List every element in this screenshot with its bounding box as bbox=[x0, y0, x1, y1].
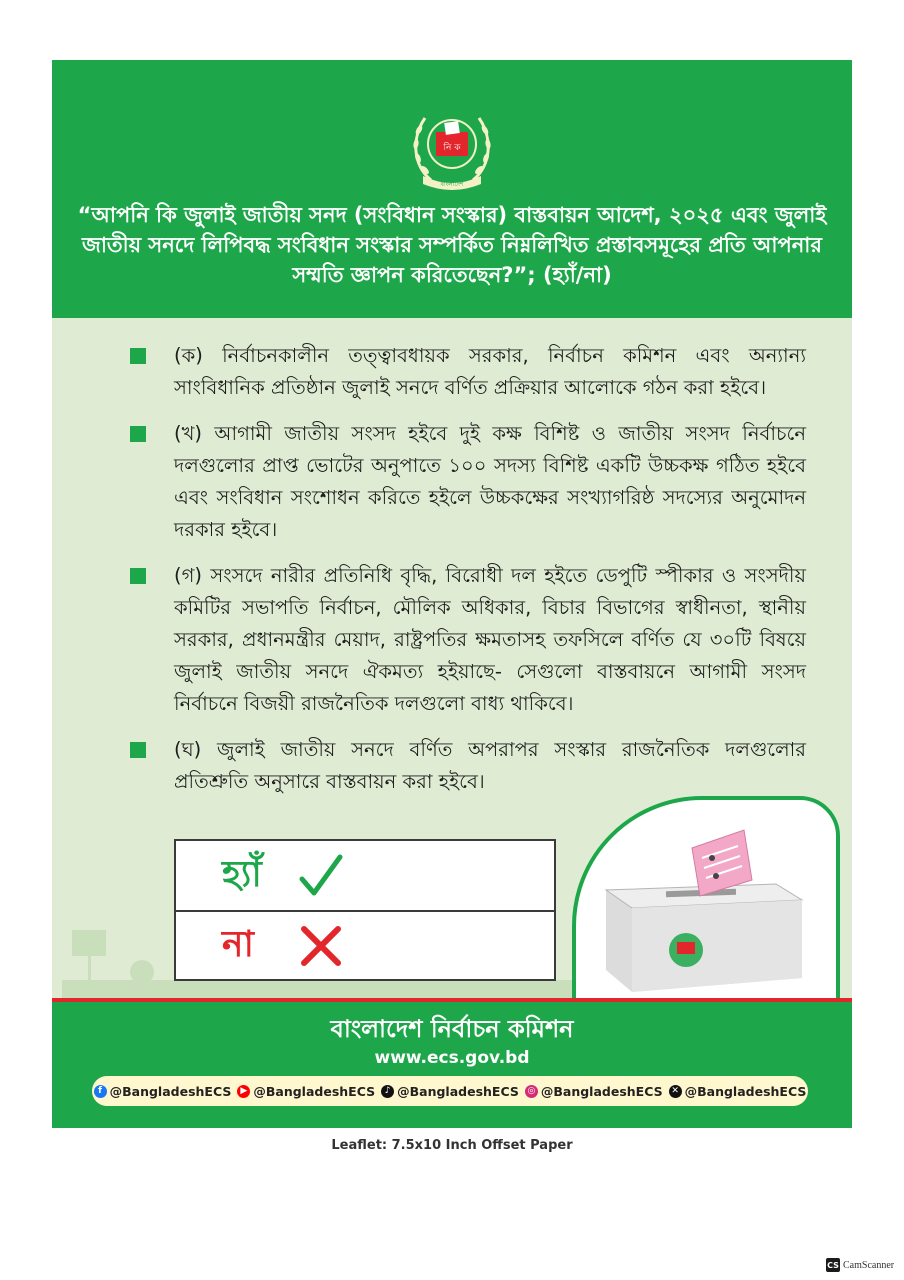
vote-options-box bbox=[174, 839, 556, 981]
check-icon bbox=[298, 853, 344, 899]
vote-option-no bbox=[176, 911, 554, 980]
no-label: না bbox=[222, 924, 254, 965]
social-tiktok[interactable] bbox=[381, 1084, 519, 1099]
social-handle: @BangladeshECS bbox=[109, 1083, 232, 1099]
square-bullet-icon bbox=[130, 348, 146, 364]
proposal-item-kha bbox=[126, 418, 806, 546]
camscanner-logo-icon: CS bbox=[826, 1258, 840, 1272]
proposal-item-gha bbox=[126, 734, 806, 798]
instagram-icon: ◎ bbox=[525, 1085, 538, 1098]
social-handle: @BangladeshECS bbox=[684, 1083, 807, 1099]
vote-option-yes bbox=[176, 841, 554, 912]
square-bullet-icon bbox=[130, 568, 146, 584]
proposal-item-ka bbox=[126, 340, 806, 404]
square-bullet-icon bbox=[130, 742, 146, 758]
website-link[interactable]: www.ecs.gov.bd bbox=[374, 1048, 530, 1068]
facebook-icon: f bbox=[94, 1085, 107, 1098]
ballot-box-illustration bbox=[572, 796, 840, 1019]
leaflet bbox=[52, 60, 852, 1128]
organization-name: বাংলাদেশ নির্বাচন কমিশন bbox=[330, 1015, 574, 1043]
square-bullet-icon bbox=[130, 426, 146, 442]
emblem-seal-text: নি ক bbox=[443, 143, 461, 153]
social-media-bar bbox=[92, 1076, 808, 1106]
social-instagram[interactable] bbox=[525, 1084, 663, 1099]
footer-banner bbox=[52, 998, 852, 1128]
proposal-text: (ঘ) জুলাই জাতীয় সনদে বর্ণিত অপরাপর সংস্কার রাজনৈতিক দলগুলোর প্রতিশ্রুতি অনুসারে বাস্তবায়ন করা হইবে। bbox=[174, 738, 806, 793]
camscanner-text: CamScanner bbox=[843, 1259, 895, 1271]
social-x[interactable] bbox=[669, 1084, 807, 1099]
social-handle: @BangladeshECS bbox=[397, 1083, 519, 1099]
ballot-box-icon bbox=[576, 800, 836, 1015]
referendum-question: “আপনি কি জুলাই জাতীয় সনদ (সংবিধান সংস্কার) বাস্তবায়ন আদেশ, ২০২৫ এবং জুলাই জাতীয় সনদে লিপিবদ্ধ সংবিধান সংস্কার সম্পর্কিত নিম্নলিখিত প্রস্তাবসমূহের প্রতি আপনার সম্মতি জ্ঞাপন করিতেছেন?”; (হ্যাঁ/না) bbox=[77, 203, 827, 287]
cross-icon bbox=[298, 923, 344, 969]
header-banner bbox=[52, 60, 852, 318]
social-facebook[interactable] bbox=[94, 1084, 232, 1099]
proposal-text: (ক) নির্বাচনকালীন তত্ত্বাবধায়ক সরকার, নির্বাচন কমিশন এবং অন্যান্য সাংবিধানিক প্রতিষ্ঠান জুলাই সনদে বর্ণিত প্রক্রিয়ার আলোকে গঠন করা হইবে। bbox=[174, 344, 806, 399]
tiktok-icon: ♪ bbox=[381, 1085, 394, 1098]
youtube-icon: ▶ bbox=[237, 1085, 250, 1098]
social-handle: @BangladeshECS bbox=[540, 1083, 663, 1099]
camscanner-watermark bbox=[826, 1258, 894, 1272]
proposal-item-ga bbox=[126, 560, 806, 720]
x-icon: ✕ bbox=[669, 1085, 682, 1098]
social-youtube[interactable] bbox=[237, 1084, 375, 1099]
proposal-text: (খ) আগামী জাতীয় সংসদ হইবে দুই কক্ষ বিশিষ্ট ও জাতীয় সংসদ নির্বাচনে দলগুলোর প্রাপ্ত ভোটের অনুপাতে ১০০ সদস্য বিশিষ্ট একটি উচ্চকক্ষ গঠিত হইবে এবং সংবিধান সংশোধন করিতে হইলে উচ্চকক্ষের সংখ্যাগরিষ্ঠ সদস্যের অনুমোদন দরকার হইবে। bbox=[174, 422, 806, 541]
election-commission-emblem-icon bbox=[407, 100, 497, 196]
yes-label: হ্যাঁ bbox=[222, 854, 262, 895]
print-spec-caption: Leaflet: 7.5x10 Inch Offset Paper bbox=[331, 1138, 573, 1153]
social-handle: @BangladeshECS bbox=[253, 1083, 376, 1099]
proposal-list bbox=[126, 340, 806, 812]
proposal-text: (গ) সংসদে নারীর প্রতিনিধি বৃদ্ধি, বিরোধী দল হইতে ডেপুটি স্পীকার ও সংসদীয় কমিটির সভাপতি নির্বাচন, মৌলিক অধিকার, বিচার বিভাগের স্বাধীনতা, স্থানীয় সরকার, প্রধানমন্ত্রীর মেয়াদ, রাষ্ট্রপতির ক্ষমতাসহ তফসিলে বর্ণিত যে ৩০টি বিষয়ে জুলাই জাতীয় সনদে ঐকমত্য হইয়াছে- সেগুলো বাস্তবায়নে আগামী সংসদ নির্বাচনে বিজয়ী রাজনৈতিক দলগুলো বাধ্য থাকিবে। bbox=[174, 564, 806, 715]
emblem-ribbon-text: বাংলাদেশ bbox=[440, 181, 464, 188]
